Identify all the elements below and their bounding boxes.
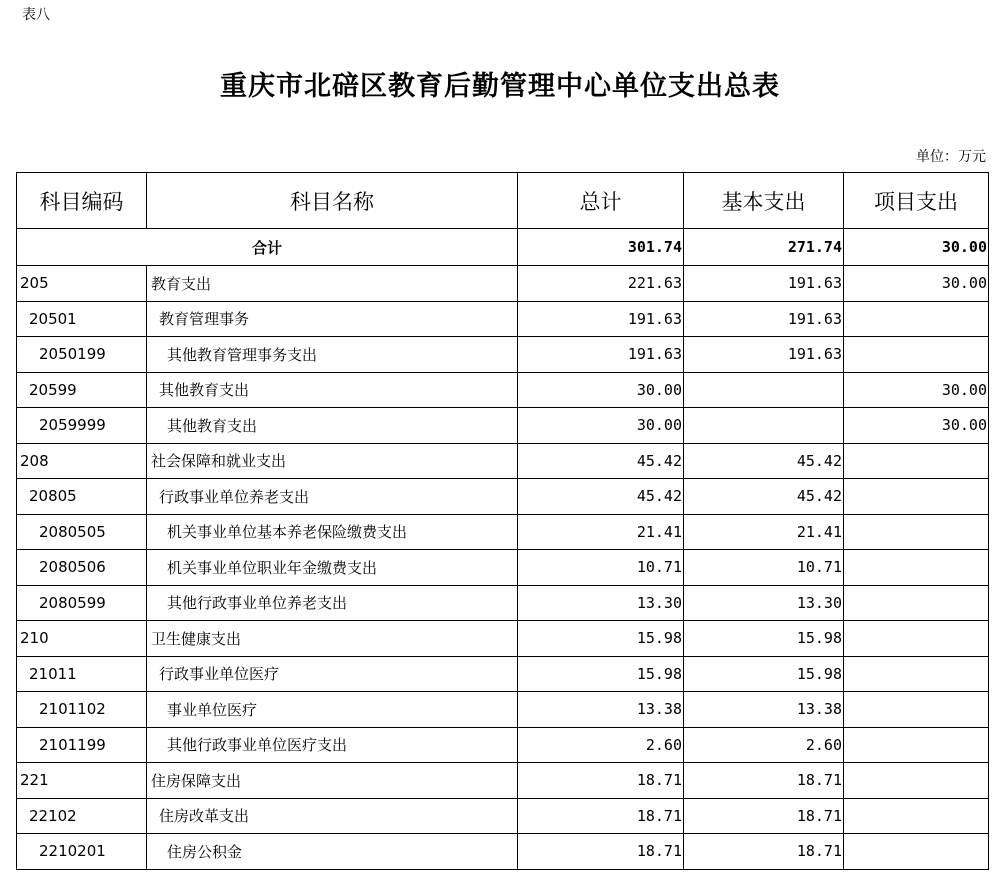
row-project [844, 479, 989, 515]
table-row [17, 656, 989, 692]
table-row [17, 585, 989, 621]
row-basic: 45.42 [684, 479, 844, 515]
row-total: 191.63 [518, 337, 684, 373]
header-total: 总计 [518, 173, 684, 229]
row-name: 住房保障支出 [147, 763, 518, 799]
row-total: 15.98 [518, 621, 684, 657]
table-body [17, 229, 989, 870]
row-project [844, 443, 989, 479]
row-code: 20599 [17, 372, 147, 408]
table-row [17, 834, 989, 870]
row-total: 45.42 [518, 479, 684, 515]
row-total: 221.63 [518, 266, 684, 302]
row-project [844, 763, 989, 799]
row-code: 205 [17, 266, 147, 302]
row-code: 2080599 [17, 585, 147, 621]
header-code: 科目编码 [17, 173, 147, 229]
table-row [17, 372, 989, 408]
expenditure-table [16, 172, 989, 870]
row-project: 30.00 [844, 372, 989, 408]
row-basic: 13.38 [684, 692, 844, 728]
table-tag: 表八 [22, 7, 50, 23]
table-row [17, 550, 989, 586]
row-code: 2210201 [17, 834, 147, 870]
table-row [17, 763, 989, 799]
row-code: 20501 [17, 301, 147, 337]
table-row [17, 692, 989, 728]
row-name: 其他行政事业单位医疗支出 [147, 727, 518, 763]
row-basic: 15.98 [684, 656, 844, 692]
header-project: 项目支出 [844, 173, 989, 229]
row-basic: 13.30 [684, 585, 844, 621]
table-row [17, 337, 989, 373]
row-code: 2050199 [17, 337, 147, 373]
row-name: 住房公积金 [147, 834, 518, 870]
row-total: 10.71 [518, 550, 684, 586]
row-project: 30.00 [844, 266, 989, 302]
row-code: 208 [17, 443, 147, 479]
row-name: 其他行政事业单位养老支出 [147, 585, 518, 621]
row-name: 事业单位医疗 [147, 692, 518, 728]
row-total: 18.71 [518, 834, 684, 870]
row-total: 45.42 [518, 443, 684, 479]
row-code: 22102 [17, 798, 147, 834]
row-code: 20805 [17, 479, 147, 515]
row-total: 21.41 [518, 514, 684, 550]
row-basic [684, 408, 844, 444]
row-total: 30.00 [518, 372, 684, 408]
table-row [17, 514, 989, 550]
row-total: 15.98 [518, 656, 684, 692]
table-row [17, 266, 989, 302]
row-name: 住房改革支出 [147, 798, 518, 834]
row-code: 2059999 [17, 408, 147, 444]
table-row [17, 621, 989, 657]
row-code: 2101199 [17, 727, 147, 763]
table-row [17, 798, 989, 834]
row-project [844, 798, 989, 834]
row-project [844, 692, 989, 728]
row-basic: 18.71 [684, 798, 844, 834]
table-row [17, 408, 989, 444]
row-total: 2.60 [518, 727, 684, 763]
row-total: 13.38 [518, 692, 684, 728]
row-name: 机关事业单位基本养老保险缴费支出 [147, 514, 518, 550]
row-project [844, 301, 989, 337]
row-basic: 10.71 [684, 550, 844, 586]
row-basic: 191.63 [684, 301, 844, 337]
unit-label: 单位：万元 [916, 149, 986, 165]
row-name: 其他教育支出 [147, 372, 518, 408]
total-label: 合计 [17, 229, 518, 266]
row-name: 卫生健康支出 [147, 621, 518, 657]
row-name: 行政事业单位养老支出 [147, 479, 518, 515]
total-basic: 271.74 [684, 229, 844, 266]
total-row [17, 229, 989, 266]
row-total: 191.63 [518, 301, 684, 337]
row-basic: 2.60 [684, 727, 844, 763]
row-code: 21011 [17, 656, 147, 692]
table-row [17, 727, 989, 763]
row-basic: 15.98 [684, 621, 844, 657]
row-basic: 18.71 [684, 763, 844, 799]
row-project [844, 727, 989, 763]
row-name: 社会保障和就业支出 [147, 443, 518, 479]
row-total: 18.71 [518, 798, 684, 834]
row-name: 其他教育支出 [147, 408, 518, 444]
row-total: 18.71 [518, 763, 684, 799]
row-total: 30.00 [518, 408, 684, 444]
row-name: 机关事业单位职业年金缴费支出 [147, 550, 518, 586]
row-project [844, 514, 989, 550]
row-name: 教育支出 [147, 266, 518, 302]
table-row [17, 443, 989, 479]
row-project [844, 550, 989, 586]
row-name: 其他教育管理事务支出 [147, 337, 518, 373]
row-project [844, 585, 989, 621]
total-total: 301.74 [518, 229, 684, 266]
row-basic: 18.71 [684, 834, 844, 870]
page-title: 重庆市北碚区教育后勤管理中心单位支出总表 [220, 71, 780, 102]
row-name: 教育管理事务 [147, 301, 518, 337]
row-total: 13.30 [518, 585, 684, 621]
row-basic [684, 372, 844, 408]
row-project [844, 656, 989, 692]
row-project [844, 834, 989, 870]
header-row [17, 173, 989, 229]
row-code: 2101102 [17, 692, 147, 728]
row-code: 2080506 [17, 550, 147, 586]
row-basic: 21.41 [684, 514, 844, 550]
row-basic: 191.63 [684, 337, 844, 373]
table-row [17, 479, 989, 515]
row-project: 30.00 [844, 408, 989, 444]
table-row [17, 301, 989, 337]
row-code: 221 [17, 763, 147, 799]
total-project: 30.00 [844, 229, 989, 266]
header-basic: 基本支出 [684, 173, 844, 229]
header-name: 科目名称 [147, 173, 518, 229]
row-project [844, 621, 989, 657]
row-basic: 45.42 [684, 443, 844, 479]
row-basic: 191.63 [684, 266, 844, 302]
row-code: 210 [17, 621, 147, 657]
row-code: 2080505 [17, 514, 147, 550]
row-name: 行政事业单位医疗 [147, 656, 518, 692]
row-project [844, 337, 989, 373]
